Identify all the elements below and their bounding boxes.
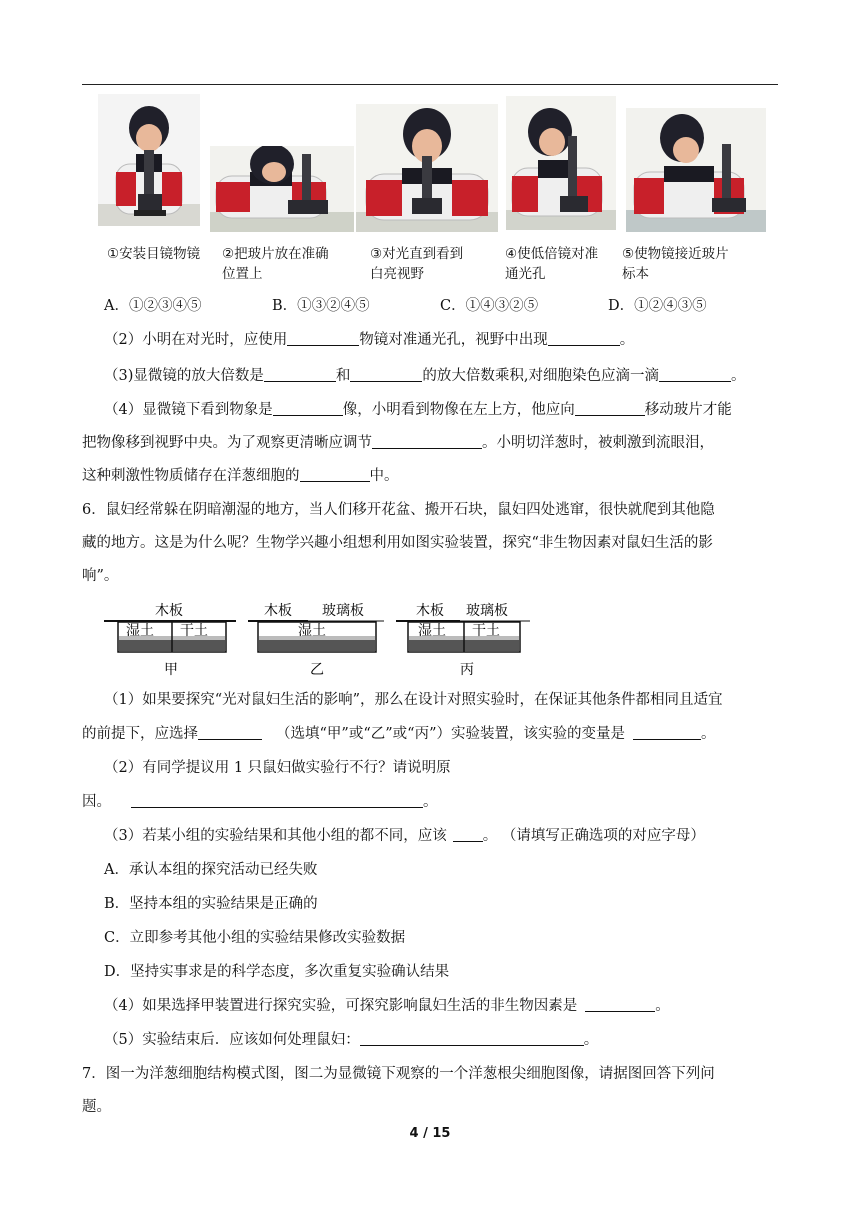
q5-options xyxy=(104,296,804,316)
caption-step-1: ①安装目镜物镜 xyxy=(107,246,201,262)
q5-sub3-text-c: 的放大倍数乘积,对细胞染色应滴一滴 xyxy=(422,368,659,384)
q6-sub3-text-b: 。 （请填写正确选项的对应字母） xyxy=(482,828,705,844)
q6-option-d: D．坚持实事求是的科学态度，多次重复实验确认结果 xyxy=(104,964,450,980)
q5-sub3-blank-2[interactable] xyxy=(350,366,422,382)
jia-wet-soil-label: 湿土 xyxy=(126,623,154,639)
q6-sub2-text-b: 因。 xyxy=(82,794,111,810)
q5-option-d: D．①②④③⑤ xyxy=(608,298,707,314)
q5-sub4-blank-2[interactable] xyxy=(575,400,645,416)
q5-sub4-line-2 xyxy=(82,433,782,453)
yi-name: 乙 xyxy=(310,662,324,678)
q6-stem-line-1: 6．鼠妇经常躲在阴暗潮湿的地方，当人们移开花盆、搬开石块，鼠妇四处逃窜，很快就爬到其他隐 xyxy=(82,502,715,518)
q6-sub2-text-c: 。 xyxy=(423,794,438,810)
q5-option-c: C．①④③②⑤ xyxy=(440,298,539,314)
caption-step-4: ④使低倍镜对准 通光孔 xyxy=(505,246,599,282)
caption-step-5: ⑤使物镜接近玻片 标本 xyxy=(622,246,729,282)
q5-sub2-text-c: 。 xyxy=(619,332,635,348)
header-rule xyxy=(82,84,778,85)
bing-board-label: 木板 xyxy=(416,603,444,619)
bing-name: 丙 xyxy=(460,662,474,678)
q5-sub4-line-1 xyxy=(104,400,804,420)
q6-sub1-blank-1[interactable] xyxy=(198,724,262,740)
q5-sub4-text-g: 中。 xyxy=(369,468,399,484)
q5-sub4-blank-4[interactable] xyxy=(300,466,370,482)
q6-sub2-line-1: （2）有同学提议用 1 只鼠妇做实验行不行？请说明原 xyxy=(104,760,451,776)
q6-sub3-blank[interactable] xyxy=(453,826,483,842)
q6-sub5-text-b: 。 xyxy=(583,1032,599,1048)
q5-sub4-text-c: 移动玻片才能 xyxy=(644,402,732,418)
q5-sub2 xyxy=(104,330,804,350)
q5-sub3 xyxy=(104,366,804,386)
q5-sub3-text-d: 。 xyxy=(731,368,746,384)
q6-sub3 xyxy=(104,826,804,846)
bing-glass-label: 玻璃板 xyxy=(466,603,508,619)
q6-option-b: B．坚持本组的实验结果是正确的 xyxy=(104,896,318,912)
q5-sub4-text-d: 把物像移到视野中央。为了观察更清晰应调节 xyxy=(82,435,372,451)
apparatus-jia xyxy=(104,602,236,678)
jia-dry-soil-label: 干土 xyxy=(180,623,208,639)
page-number: 4 / 15 xyxy=(409,1126,451,1141)
yi-board-label: 木板 xyxy=(264,603,292,619)
q5-sub4-text-b: 像，小明看到物像在左上方，他应向 xyxy=(342,402,575,418)
q6-sub2-blank[interactable] xyxy=(131,792,423,808)
q6-option-c: C．立即参考其他小组的实验结果修改实验数据 xyxy=(104,930,406,946)
q6-sub1-text-b: 的前提下，应选择 xyxy=(82,726,198,742)
q6-sub4 xyxy=(104,996,804,1016)
q7-stem-line-1: 7．图一为洋葱细胞结构模式图，图二为显微镜下观察的一个洋葱根尖细胞图像，请据图回答下列问 xyxy=(82,1066,715,1082)
q6-sub1-text-c: （选填“甲”或“乙”或“丙”）实验装置，该实验的变量是 xyxy=(276,726,625,742)
photo-4-align-low-power xyxy=(506,96,616,230)
photo-1-install-lens xyxy=(98,94,200,226)
q6-sub1-text-d: 。 xyxy=(700,726,716,742)
q6-sub1-blank-2[interactable] xyxy=(633,724,701,740)
q6-sub1-line-2 xyxy=(82,724,782,744)
q5-sub2-text-a: （2）小明在对光时，应使用 xyxy=(104,332,288,348)
q6-sub3-text-a: （3）若某小组的实验结果和其他小组的都不同，应该 xyxy=(104,828,447,844)
q6-sub5-text-a: （5）实验结束后．应该如何处理鼠妇： xyxy=(104,1032,360,1048)
caption-step-3: ③对光直到看到 白亮视野 xyxy=(370,246,464,282)
photo-5-lower-objective xyxy=(626,108,766,232)
q5-sub2-text-b: 物镜对准通光孔，视野中出现 xyxy=(359,332,548,348)
q5-sub4-text-e: 。小明切洋葱时，被刺激到流眼泪， xyxy=(482,435,714,451)
q5-option-b: B．①③②④⑤ xyxy=(272,298,370,314)
apparatus-yi xyxy=(248,602,384,678)
q7-stem-line-2: 题。 xyxy=(82,1099,111,1115)
jia-board-label: 木板 xyxy=(155,603,183,619)
q5-option-a: A．①②③④⑤ xyxy=(104,298,202,314)
q6-option-a: A．承认本组的探究活动已经失败 xyxy=(104,862,318,878)
q5-sub3-blank-1[interactable] xyxy=(264,366,336,382)
apparatus-bing xyxy=(396,602,530,678)
q5-sub2-blank-1[interactable] xyxy=(287,330,359,346)
caption-step-2: ②把玻片放在准确 位置上 xyxy=(222,246,329,282)
q5-sub4-blank-1[interactable] xyxy=(273,400,343,416)
q6-sub5-blank[interactable] xyxy=(360,1030,584,1046)
bing-dry-soil-label: 干土 xyxy=(472,623,500,639)
q5-sub3-text-b: 和 xyxy=(335,368,351,384)
q6-sub5 xyxy=(104,1030,804,1050)
q6-sub4-text-a: （4）如果选择甲装置进行探究实验，可探究影响鼠妇生活的非生物因素是 xyxy=(104,998,578,1014)
q5-sub2-blank-2[interactable] xyxy=(548,330,620,346)
q5-sub4-text-a: （4）显微镜下看到物象是 xyxy=(104,402,273,418)
q6-sub4-text-b: 。 xyxy=(655,998,670,1014)
photo-2-place-slide xyxy=(210,146,354,232)
q5-sub3-text-a: （3)显微镜的放大倍数是 xyxy=(104,368,264,384)
rolly-polly-apparatus-diagram xyxy=(100,598,540,680)
q6-stem-line-3: 响”。 xyxy=(82,568,119,584)
bing-wet-soil-label: 湿土 xyxy=(418,623,446,639)
q5-sub3-blank-3[interactable] xyxy=(659,366,731,382)
q6-sub1-line-1: （1）如果要探究“光对鼠妇生活的影响”，那么在设计对照实验时，在保证其他条件都相同且适宜 xyxy=(104,692,723,708)
q6-sub4-blank[interactable] xyxy=(585,996,655,1012)
q5-sub4-line-3 xyxy=(82,466,782,486)
q5-sub4-text-f: 这种刺激性物质储存在洋葱细胞的 xyxy=(82,468,300,484)
yi-glass-label: 玻璃板 xyxy=(322,603,364,619)
yi-soil-label: 湿土 xyxy=(298,623,326,639)
q6-stem-line-2: 藏的地方。这是为什么呢？生物学兴趣小组想利用如图实验装置，探究“非生物因素对鼠妇生活的影 xyxy=(82,535,713,551)
jia-name: 甲 xyxy=(164,662,178,678)
photo-3-adjust-light xyxy=(356,104,498,232)
q5-sub4-blank-3[interactable] xyxy=(372,433,482,449)
q6-sub2-line-2 xyxy=(82,792,782,812)
